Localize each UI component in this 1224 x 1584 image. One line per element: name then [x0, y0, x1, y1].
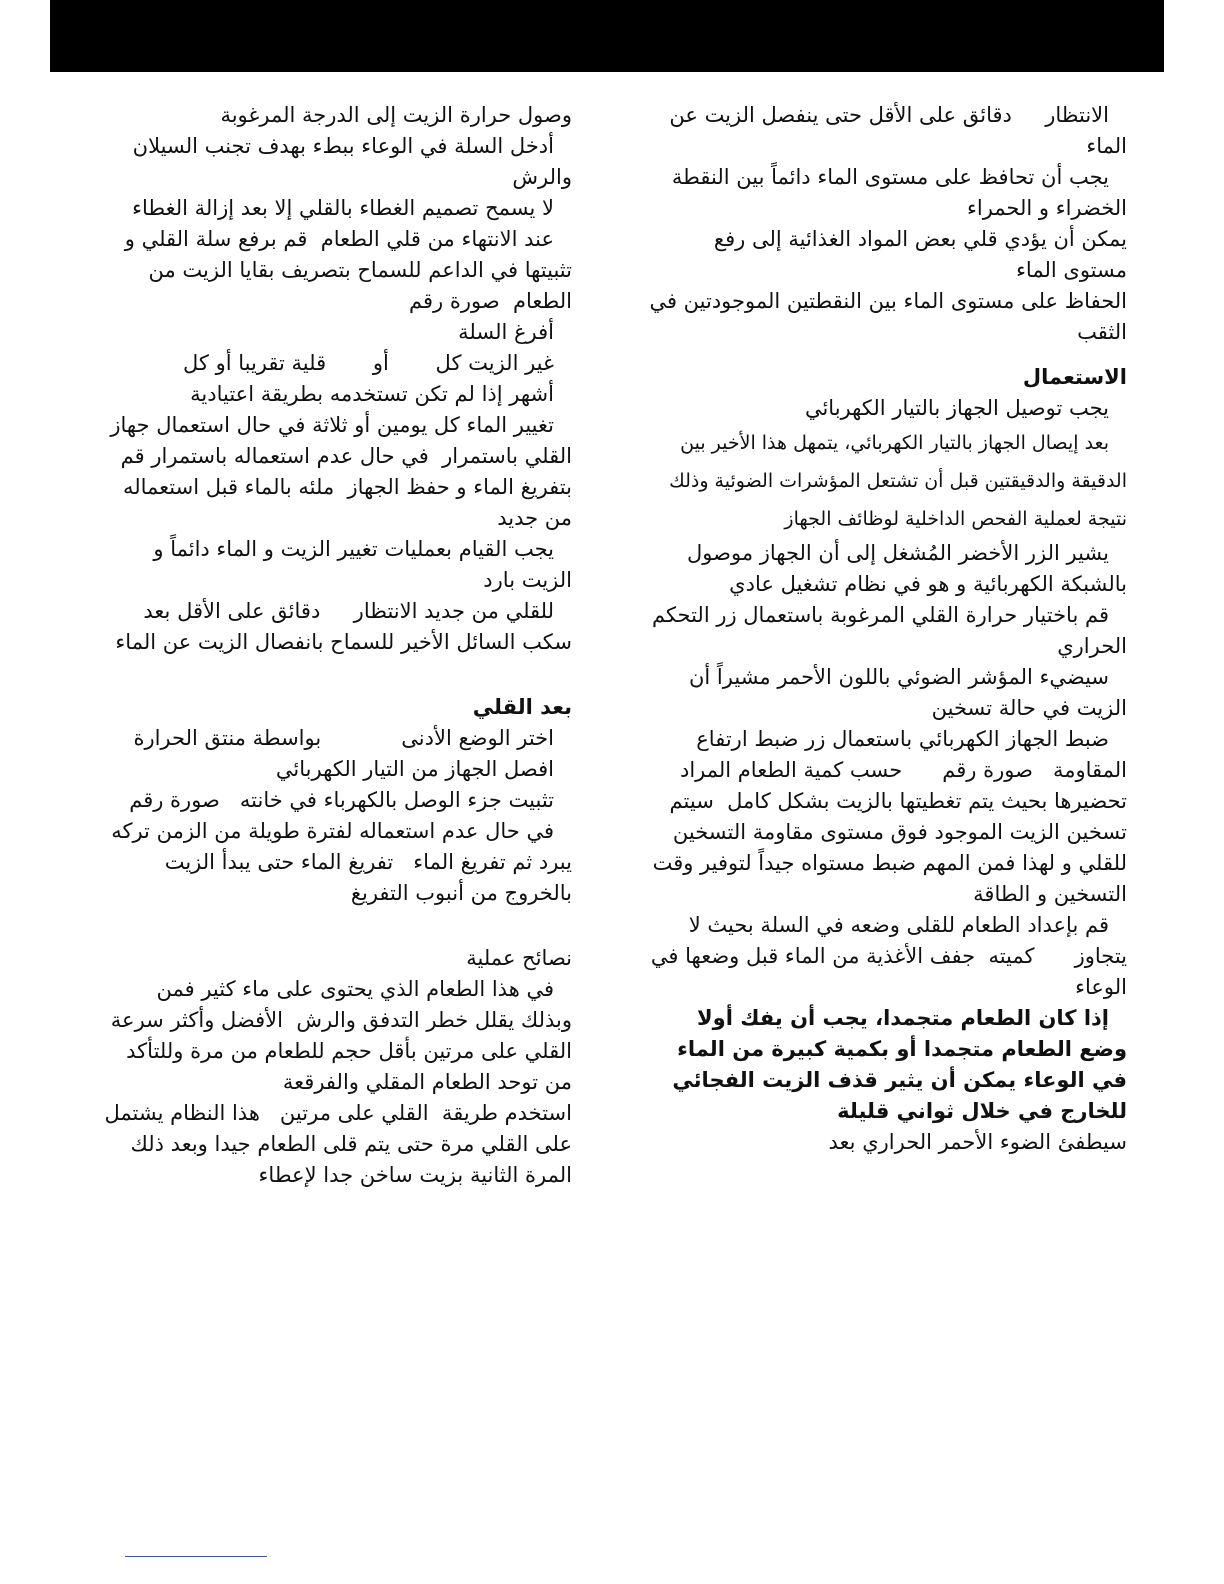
paragraph-wait-separate: الانتظار دقائق على الأقل حتى ينفصل الزيت عن الماء [662, 103, 1127, 158]
paragraph-adjust-resistance: ضبط الجهاز الكهربائي باستعمال زر ضبط ارتفاع المقاومة صورة رقم حسب كمية الطعام المراد تحضيرها بحيث يتم تغطيتها بالزيت بشكل كامل سيتم تسخين الزيت الموجود فوق مستوى مقاومة التسخين للقلي و لهذا فمن المهم ضبط مستواه جيداً لتوفير وقت التسخين و الطاقة [645, 727, 1127, 906]
paragraph-oil-reaches-temp: وصول حرارة الزيت إلى الدرجة المرغوبة [220, 103, 572, 127]
paragraph-keep-level: الحفاظ على مستوى الماء بين النقطتين الموجودتين في الثقب [642, 289, 1127, 344]
paragraph-tips-water-food: في هذا الطعام الذي يحتوى على ماء كثير فمن وبذلك يقلل خطر التدفق والرش الأفضل وأكثر سرعة القلي على مرتين بأقل حجم للطعام من مرة وللتأكد من توحد الطعام المقلي والفرقعة [104, 977, 572, 1094]
paragraph-red-indicator: سيضيء المؤشر الضوئي باللون الأحمر مشيراً أن الزيت في حالة تسخين [682, 665, 1127, 720]
paragraph-change-water: تغيير الماء كل يومين أو ثلاثة في حال استعمال جهاز القلي باستمرار في حال عدم استعماله باستمرار قم بتفريغ الماء و حفظ الجهاز ملئه بالماء قبل استعماله من جديد [103, 413, 572, 530]
paragraph-frozen-warning: إذا كان الطعام متجمدا، يجب أن يفك أولا وضع الطعام متجمدا أو بكمية كبيرة من الماء في الوعاء يمكن أن يثير قذف الزيت الفجائي للخارج في خلال ثواني قليلة [665, 1006, 1127, 1123]
heading-practical-tips: نصائح عملية [466, 946, 572, 970]
right-column [642, 100, 1127, 1158]
paragraph-empty-basket: أفرغ السلة [458, 320, 554, 344]
paragraph-green-button: يشير الزر الأخضر المُشغل إلى أن الجهاز موصول بالشبكة الكهربائية و هو في نظام تشغيل عادي [680, 541, 1127, 596]
paragraph-red-light-off: سيطفئ الضوء الأحمر الحراري بعد [828, 1130, 1127, 1154]
paragraph-change-oil: غير الزيت كل أو قلية تقريبا أو كل [183, 351, 554, 375]
paragraph-fix-connector: تثبيت جزء الوصل بالكهرباء في خانته صورة رقم [129, 788, 554, 812]
paragraph-minimum-setting: اختر الوضع الأدنى بواسطة منتق الحرارة [133, 726, 554, 750]
paragraph-startup-delay: بعد إيصال الجهاز بالتيار الكهربائي، يتمهل هذا الأخير بين الدقيقة والدقيقتين قبل أن تشتعل المؤشرات الضوئية وذلك نتيجة لعملية الفحص الداخلية لوظائف الجهاز [663, 432, 1127, 530]
left-column [97, 100, 572, 1191]
paragraph-long-storage: في حال عدم استعماله لفترة طويلة من الزمن تركه يبرد ثم تفريغ الماء تفريغ الماء حتى يبدأ الزيت بالخروج من أنبوب التفريغ [104, 819, 572, 905]
paragraph-water-rise: يمكن أن يؤدي قلي بعض المواد الغذائية إلى رفع مستوى الماء [707, 227, 1127, 282]
paragraph-connect-power: يجب توصيل الجهاز بالتيار الكهربائي [804, 396, 1109, 420]
paragraph-cold-oil: يجب القيام بعمليات تغيير الزيت و الماء دائماً و الزيت بارد [146, 537, 572, 592]
footnote-divider [125, 1556, 267, 1557]
paragraph-select-temperature: قم باختيار حرارة القلي المرغوبة باستعمال زر التحكم الحراري [645, 603, 1127, 658]
heading-usage: الاستعمال [1022, 365, 1127, 389]
paragraph-water-level: يجب أن تحافظ على مستوى الماء دائماً بين النقطة الخضراء و الحمراء [665, 165, 1127, 220]
paragraph-unplug: افصل الجهاز من التيار الكهربائي [275, 757, 554, 781]
paragraph-lid-design: لا يسمح تصميم الغطاء بالقلي إلا بعد إزالة الغطاء [132, 196, 554, 220]
heading-after-frying: بعد القلي [472, 695, 572, 719]
header-bar [50, 0, 1164, 72]
paragraph-fry-again: للقلي من جديد الانتظار دقائق على الأقل بعد سكب السائل الأخير للسماح بانفصال الزيت عن الماء [115, 599, 572, 654]
paragraph-prepare-food: قم بإعداد الطعام للقلى وضعه في السلة بحيث لا يتجاوز كميته جفف الأغذية من الماء قبل وضعها في الوعاء [644, 913, 1127, 999]
paragraph-raise-basket: عند الانتهاء من قلي الطعام قم برفع سلة القلي و تثبيتها في الداعم للسماح بتصريف بقايا الزيت من الطعام صورة رقم [118, 227, 572, 313]
paragraph-insert-basket: أدخل السلة في الوعاء ببطء بهدف تجنب السيلان والرش [125, 134, 572, 189]
paragraph-months: أشهر إذا لم تكن تستخدمه بطريقة اعتيادية [190, 382, 554, 406]
paragraph-double-frying: استخدم طريقة القلي على مرتين هذا النظام يشتمل على القلي مرة حتى يتم قلى الطعام جيدا وبعد ذلك المرة الثانية بزيت ساخن جدا لإعطاء [97, 1101, 572, 1187]
